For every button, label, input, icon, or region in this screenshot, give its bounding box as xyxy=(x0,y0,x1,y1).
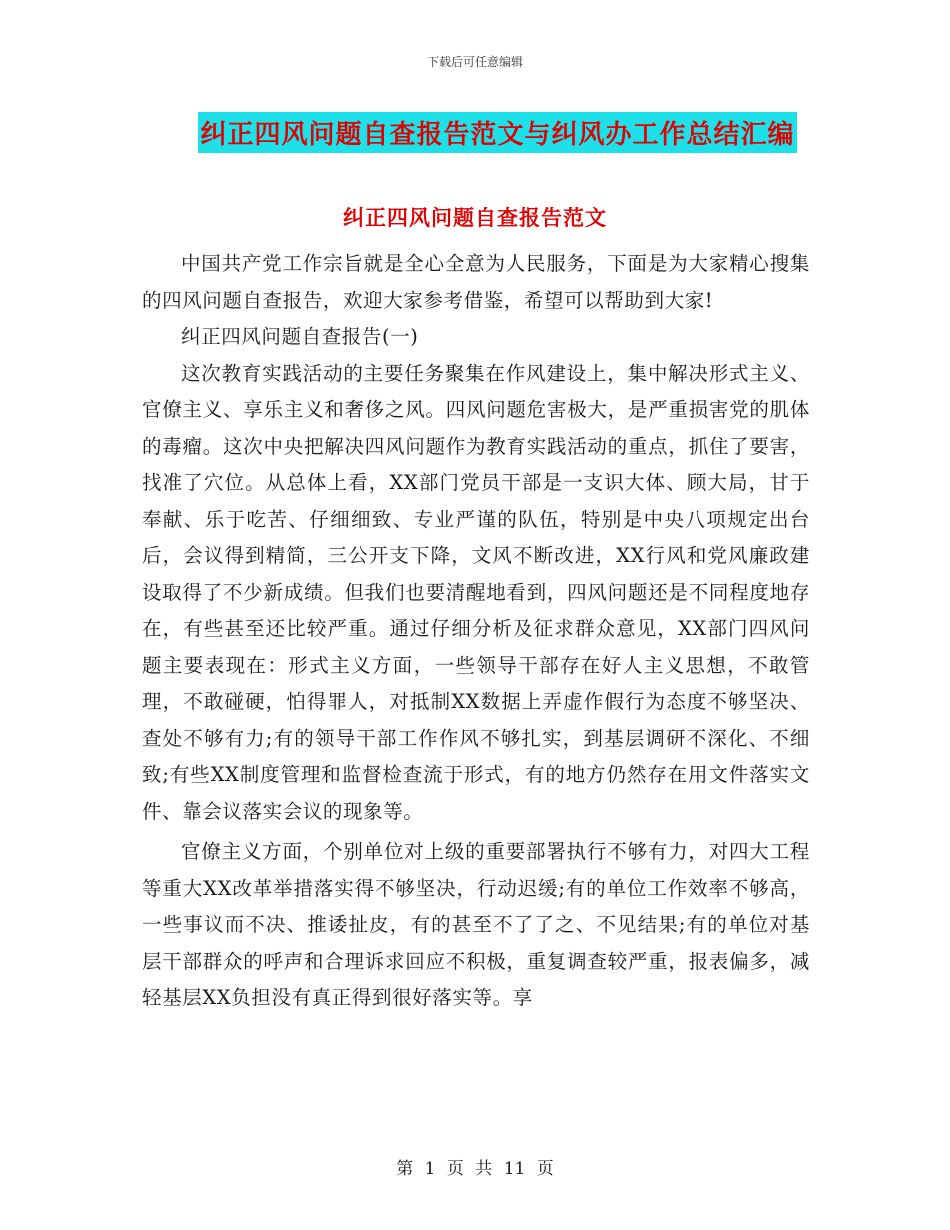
document-title xyxy=(0,112,950,153)
section-title: 纠正四风问题自查报告范文 xyxy=(343,206,607,230)
document-body xyxy=(142,246,810,1017)
body-paragraph: 官僚主义方面，个别单位对上级的重要部署执行不够有力，对四大工程等重大XX改革举措落实得不够坚决，行动迟缓;有的单位工作效率不够高，一些事议而不决、推诿扯皮，有的甚至不了了之、不见结果;有的单位对基层干部群众的呼声和合理诉求回应不积极，重复调查较严重，报表偏多，减轻基层XX负担没有真正得到很好落实等。享 xyxy=(142,840,810,1009)
page-number-footer: 第 1 页 共 11 页 xyxy=(396,1159,554,1179)
report-subheading: 纠正四风问题自查报告(一) xyxy=(181,325,419,348)
intro-paragraph: 中国共产党工作宗旨就是全心全意为人民服务，下面是为大家精心搜集的四风问题自查报告，欢迎大家参考借鉴，希望可以帮助到大家! xyxy=(142,252,810,312)
document-title-text: 纠正四风问题自查报告范文与纠风办工作总结汇编 xyxy=(198,112,796,153)
page-header-note: 下载后可任意编辑 xyxy=(426,55,523,69)
body-paragraph: 这次教育实践活动的主要任务聚集在作风建设上，集中解决形式主义、官僚主义、享乐主义和奢侈之风。四风问题危害极大，是严重损害党的肌体的毒瘤。这次中央把解决四风问题作为教育实践活动的重点，抓住了要害，找准了穴位。从总体上看，XX部门党员干部是一支识大体、顾大局，甘于奉献、乐于吃苦、仔细细致、专业严谨的队伍，特别是中央八项规定出台后，会议得到精简，三公开支下降，文风不断改进，XX行风和党风廉政建设取得了不少新成绩。但我们也要清醒地看到，四风问题还是不同程度地存在，有些甚至还比较严重。通过仔细分析及征求群众意见，XX部门四风问题主要表现在：形式主义方面，一些领导干部存在好人主义思想，不敢管理，不敢碰硬，怕得罪人，对抵制XX数据上弄虚作假行为态度不够坚决、查处不够有力;有的领导干部工作作风不够扎实，到基层调研不深化、不细致;有些XX制度管理和监督检查流于形式，有的地方仍然存在用文件落实文件、靠会议落实会议的现象等。 xyxy=(142,361,810,823)
